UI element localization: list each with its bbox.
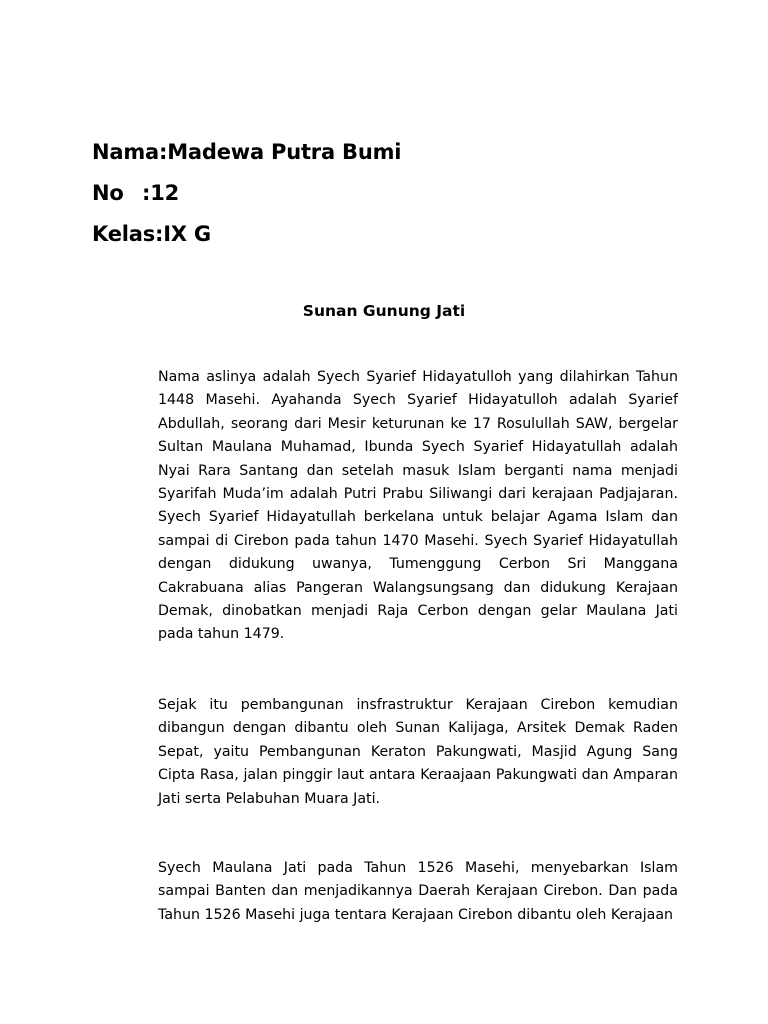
student-class: Kelas:IX G: [92, 222, 211, 246]
student-name: Nama:Madewa Putra Bumi: [92, 140, 402, 164]
document-title: Sunan Gunung Jati: [302, 302, 466, 320]
paragraph-3: Syech Maulana Jati pada Tahun 1526 Masehi, menyebarkan Islam sampai Banten dan menjadikannya Daerah Kerajaan Cirebon. Dan pada Tahun 1526 Masehi juga tentara Kerajaan Cirebon dibantu oleh Kerajaan: [158, 860, 678, 923]
paragraph-1: Nama aslinya adalah Syech Syarief Hidayatulloh yang dilahirkan Tahun 1448 Masehi. Ayahanda Syech Syarief Hidayatulloh adalah Syarief Abdullah, seorang dari Mesir keturunan ke 17 Rosulullah SAW, bergelar Sultan Maulana Muhamad, Ibunda Syech Syarief Hidayatullah adalah Nyai Rara Santang dan setelah masuk Islam berganti nama menjadi Syarifah Muda’im adalah Putri Prabu Siliwangi dari kerajaan Padjajaran. Syech Syarief Hidayatullah berkelana untuk belajar Agama Islam dan sampai di Cirebon pada tahun 1470 Masehi. Syech Syarief Hidayatullah dengan didukung uwanya, Tumenggung Cerbon Sri Manggana Cakrabuana alias Pangeran Walangsungsang dan didukung Kerajaan Demak, dinobatkan menjadi Raja Cerbon dengan gelar Maulana Jati pada tahun 1479.: [158, 369, 678, 643]
student-number-value: :12: [142, 181, 180, 205]
paragraph-2: Sejak itu pembangunan insfrastruktur Kerajaan Cirebon kemudian dibangun dengan dibantu oleh Sunan Kalijaga, Arsitek Demak Raden Sepat, yaitu Pembangunan Keraton Pakungwati, Masjid Agung Sang Cipta Rasa, jalan pinggir laut antara Keraajaan Pakungwati dan Amparan Jati serta Pelabuhan Muara Jati.: [158, 697, 678, 807]
student-number: [92, 180, 179, 206]
student-number-label: No: [92, 181, 124, 205]
